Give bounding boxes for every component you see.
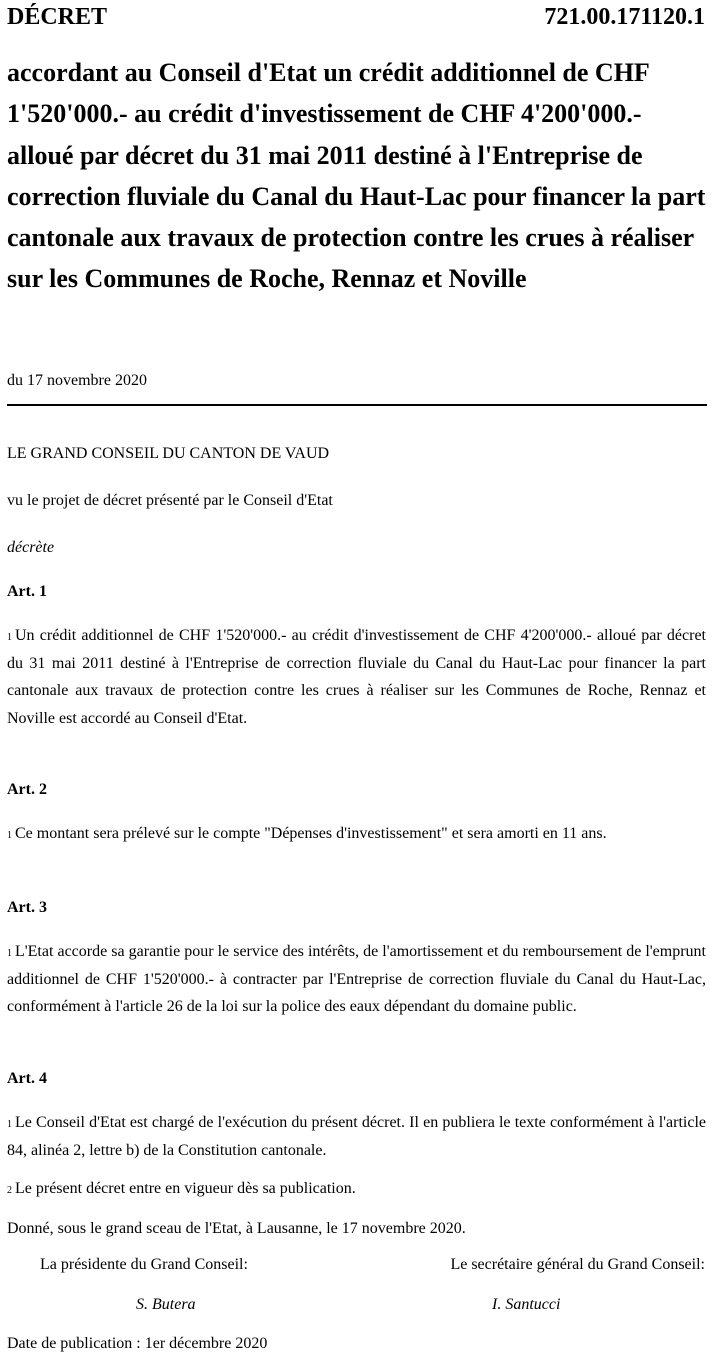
authority-line: LE GRAND CONSEIL DU CANTON DE VAUD <box>7 445 330 462</box>
article-1-heading: Art. 1 <box>7 583 47 600</box>
decrees-line: décrète <box>7 539 55 556</box>
paragraph-number: 1 <box>7 830 12 841</box>
president-name: S. Butera <box>136 1296 196 1313</box>
paragraph-number: 2 <box>7 1185 12 1196</box>
paragraph-number: 1 <box>7 632 12 643</box>
paragraph-text: Le présent décret entre en vigueur dès sa publication. <box>15 1180 356 1197</box>
article-2-heading: Art. 2 <box>7 781 47 798</box>
secretary-title: Le secrétaire général du Grand Conseil: <box>450 1256 705 1273</box>
document-number: 721.00.171120.1 <box>544 4 705 30</box>
article-1-paragraph-1 <box>7 622 706 733</box>
paragraph-text: Ce montant sera prélevé sur le compte "Dépenses d'investissement" et sera amorti en 11 ans. <box>15 825 607 842</box>
paragraph-text: L'Etat accorde sa garantie pour le service des intérêts, de l'amortissement et du remboursement de l'emprunt additionnel de CHF 1'520'000.- à contracter par l'Entreprise de correction fluviale du Canal du Haut-Lac, conformément à l'article 26 de la loi sur la police des eaux dépendant du domaine public. <box>7 943 706 1016</box>
president-title: La présidente du Grand Conseil: <box>40 1256 248 1273</box>
article-3-heading: Art. 3 <box>7 899 47 916</box>
decree-title: accordant au Conseil d'Etat un crédit additionnel de CHF 1'520'000.- au crédit d'investissement de CHF 4'200'000.- alloué par décret du 31 mai 2011 destiné à l'Entreprise de correction fluviale du Canal du Haut-Lac pour financer la part cantonale aux travaux de protection contre les crues à réaliser sur les Communes de Roche, Rennaz et Noville <box>7 58 706 294</box>
considering-line: vu le projet de décret présenté par le Conseil d'Etat <box>7 492 333 509</box>
document-type: DÉCRET <box>7 4 108 30</box>
paragraph-text: Un crédit additionnel de CHF 1'520'000.- au crédit d'investissement de CHF 4'200'000.- alloué par décret du 31 mai 2011 destiné à l'Entreprise de correction fluviale du Canal du Haut-Lac pour financer la part cantonale aux travaux de protection contre les crues à réaliser sur les Communes de Roche, Rennaz et Noville est accordé au Conseil d'Etat. <box>7 627 706 728</box>
paragraph-text: Le Conseil d'Etat est chargé de l'exécution du présent décret. Il en publiera le texte conformément à l'article 84, alinéa 2, lettre b) de la Constitution cantonale. <box>7 1114 706 1159</box>
secretary-name: I. Santucci <box>492 1296 561 1313</box>
article-3-paragraph-1 <box>7 938 706 1021</box>
paragraph-number: 1 <box>7 948 12 959</box>
article-4-paragraph-1 <box>7 1109 706 1164</box>
header-divider <box>7 404 707 406</box>
given-line: Donné, sous le grand sceau de l'Etat, à Lausanne, le 17 novembre 2020. <box>7 1220 466 1237</box>
decree-date: du 17 novembre 2020 <box>7 372 147 389</box>
article-4-heading: Art. 4 <box>7 1070 47 1087</box>
document-header <box>7 4 705 38</box>
publication-date: Date de publication : 1er décembre 2020 <box>7 1335 268 1352</box>
article-2-paragraph-1 <box>7 820 706 848</box>
paragraph-number: 1 <box>7 1119 12 1130</box>
article-4-paragraph-2 <box>7 1175 706 1203</box>
